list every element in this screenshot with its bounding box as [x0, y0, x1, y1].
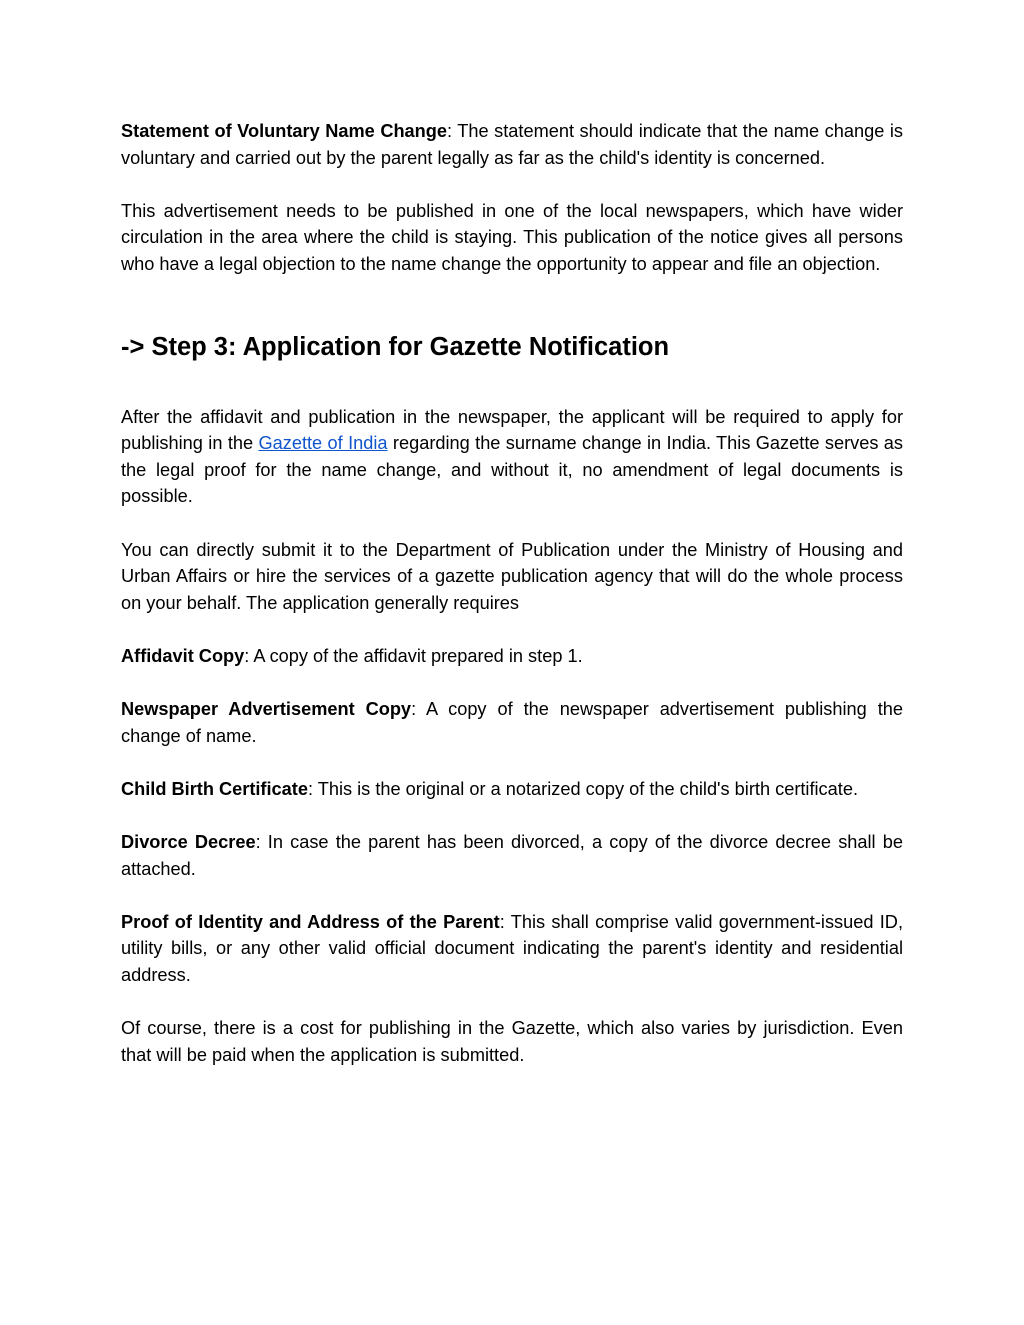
step3-heading: -> Step 3: Application for Gazette Notification [121, 332, 670, 361]
requirement-item [121, 829, 903, 882]
gazette-text-before: After the affidavit and publication in the newspaper, the applicant will be required to apply for publishing in the [121, 406, 903, 454]
requirement-text: : A copy of the affidavit prepared in step 1. [244, 645, 583, 666]
requirement-item [121, 696, 903, 749]
voluntary-statement-text: : The statement should indicate that the name change is voluntary and carried out by the parent legally as far as the child's identity is concerned. [121, 121, 904, 168]
requirement-term: Affidavit Copy [121, 645, 245, 666]
requirement-text: : This shall comprise valid government-issued ID, utility bills, or any other valid official document indicating the parent's identity and residential address. [121, 911, 903, 986]
gazette-text-after: regarding the surname change in India. This Gazette serves as the legal proof for the name change, and without it, no amendment of legal documents is possible. [121, 433, 904, 507]
voluntary-statement-paragraph [121, 118, 903, 171]
voluntary-statement-term: Statement of Voluntary Name Change [121, 121, 448, 141]
requirement-text: : In case the parent has been divorced, a copy of the divorce decree shall be attached. [121, 832, 903, 879]
requirement-text: : This is the original or a notarized copy of the child's birth certificate. [307, 778, 858, 799]
gazette-of-india-link[interactable]: Gazette of India [258, 433, 388, 454]
requirement-term: Divorce Decree [121, 832, 256, 853]
gazette-paragraph [121, 404, 903, 510]
requirement-item [121, 643, 903, 670]
submit-paragraph: You can directly submit it to the Department of Publication under the Ministry of Housing and Urban Affairs or hire the services of a gazette publication agency that will do the whole process on your behalf. The application generally requires [121, 539, 903, 613]
requirement-item [121, 909, 903, 989]
requirement-term: Proof of Identity and Address of the Parent [121, 911, 500, 932]
requirement-term: Child Birth Certificate [121, 778, 308, 799]
cost-paragraph: Of course, there is a cost for publishing in the Gazette, which also varies by jurisdiction. Even that will be paid when the application is submitted. [121, 1018, 903, 1065]
requirement-item [121, 776, 903, 803]
requirement-term: Newspaper Advertisement Copy [121, 699, 412, 720]
advertisement-paragraph: This advertisement needs to be published in one of the local newspapers, which have wider circulation in the area where the child is staying. This publication of the notice gives all persons who have a legal objection to the name change the opportunity to appear and file an objection. [121, 200, 903, 274]
requirement-text: : A copy of the newspaper advertisement publishing the change of name. [121, 699, 903, 746]
